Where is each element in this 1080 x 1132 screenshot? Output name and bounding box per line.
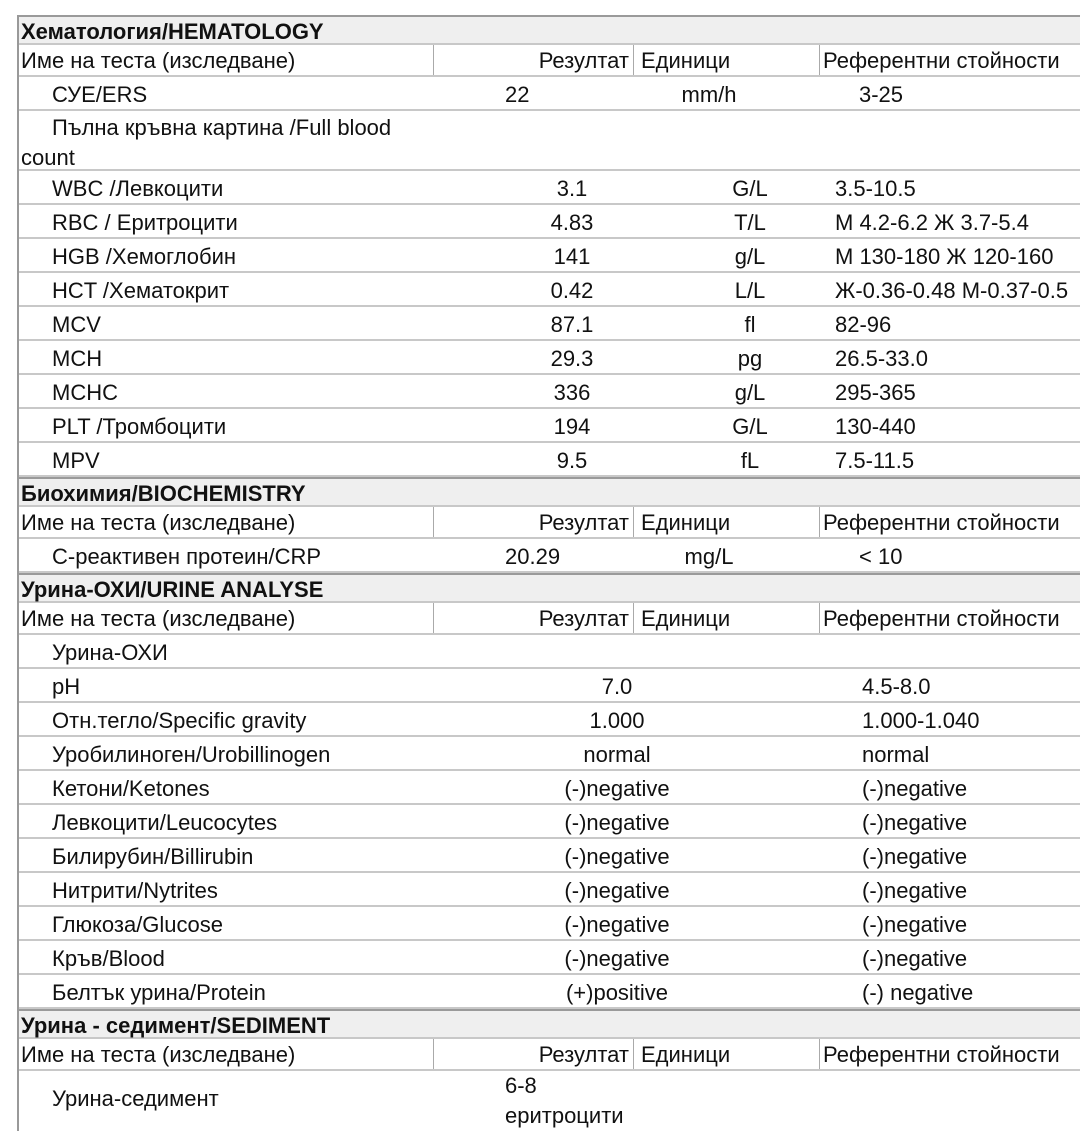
test-result: 3.1	[556, 176, 588, 201]
section-title: Урина - седимент/SEDIMENT	[21, 1013, 331, 1038]
column-header-reference: Референтни стойности	[823, 510, 1060, 535]
lab-results-table	[17, 15, 1080, 1131]
table-row	[19, 975, 1080, 1009]
column-divider	[633, 603, 634, 633]
column-header-row	[19, 603, 1080, 635]
test-result: 20.29	[505, 544, 561, 569]
column-header-name: Име на теста (изследване)	[21, 48, 296, 73]
test-result: 6-8 еритроцити	[505, 1073, 624, 1128]
table-row	[19, 341, 1080, 375]
section-header	[19, 15, 1080, 45]
test-name: MCHC	[52, 380, 118, 405]
test-units: fl	[744, 312, 756, 337]
test-units: mm/h	[681, 82, 737, 107]
test-name: HCT /Хематокрит	[52, 278, 230, 303]
table-row	[19, 375, 1080, 409]
test-result: normal	[583, 742, 651, 767]
column-header-result: Резултат	[538, 1042, 629, 1067]
test-reference: (-)negative	[862, 844, 968, 869]
test-name: WBC /Левкоцити	[52, 176, 224, 201]
test-reference: (-) negative	[862, 980, 974, 1005]
column-header-row	[19, 507, 1080, 539]
column-divider	[819, 1039, 820, 1069]
test-reference: (-)negative	[862, 878, 968, 903]
test-reference: 295-365	[835, 380, 916, 405]
column-divider	[633, 45, 634, 75]
test-name: PLT /Тромбоцити	[52, 414, 227, 439]
test-reference: normal	[862, 742, 930, 767]
section-header	[19, 573, 1080, 603]
test-units: g/L	[734, 244, 766, 269]
test-result: (-)negative	[564, 912, 670, 937]
test-reference: 130-440	[835, 414, 916, 439]
section-title: Биохимия/BIOCHEMISTRY	[21, 481, 306, 506]
table-row	[19, 669, 1080, 703]
test-name: MCH	[52, 346, 103, 371]
test-reference: М 130-180 Ж 120-160	[835, 244, 1054, 269]
table-row	[19, 873, 1080, 907]
test-name: Урина-ОХИ	[52, 640, 168, 665]
table-row	[19, 1071, 1080, 1131]
section-header	[19, 1009, 1080, 1039]
test-name: Кръв/Blood	[52, 946, 165, 971]
table-row	[19, 77, 1080, 111]
test-name: Билирубин/Billirubin	[52, 844, 254, 869]
test-units: fL	[740, 448, 760, 473]
column-header-units: Единици	[641, 510, 731, 535]
test-reference: 82-96	[835, 312, 892, 337]
test-name: Пълна кръвна картина /Full blood count	[21, 115, 392, 170]
test-name: Уробилиноген/Urobillinogen	[52, 742, 331, 767]
test-units: G/L	[732, 414, 768, 439]
test-units: mg/L	[684, 544, 734, 569]
table-row	[19, 409, 1080, 443]
section-header	[19, 477, 1080, 507]
column-divider	[819, 603, 820, 633]
table-row	[19, 111, 1080, 171]
column-header-name: Име на теста (изследване)	[21, 510, 296, 535]
column-header-row	[19, 45, 1080, 77]
test-result: (-)negative	[564, 946, 670, 971]
test-result: (-)negative	[564, 878, 670, 903]
column-header-name: Име на теста (изследване)	[21, 1042, 296, 1067]
table-row	[19, 737, 1080, 771]
table-row	[19, 941, 1080, 975]
test-result: 1.000	[589, 708, 645, 733]
test-name: Глюкоза/Glucose	[52, 912, 224, 937]
column-divider	[433, 45, 434, 75]
test-result: 4.83	[550, 210, 594, 235]
table-row	[19, 839, 1080, 873]
test-name: Кетони/Ketones	[52, 776, 210, 801]
table-row	[19, 703, 1080, 737]
test-result: 22	[505, 82, 530, 107]
test-name: HGB /Хемоглобин	[52, 244, 237, 269]
test-reference: Ж-0.36-0.48 М-0.37-0.5	[835, 278, 1069, 303]
test-name: MPV	[52, 448, 100, 473]
test-result: 29.3	[550, 346, 594, 371]
test-units: g/L	[734, 380, 766, 405]
table-row	[19, 205, 1080, 239]
table-row	[19, 307, 1080, 341]
test-units: G/L	[732, 176, 768, 201]
column-header-result: Резултат	[538, 48, 629, 73]
test-name: pH	[52, 674, 81, 699]
test-name: Нитрити/Nytrites	[52, 878, 218, 903]
table-row	[19, 273, 1080, 307]
test-name: Отн.тегло/Specific gravity	[52, 708, 307, 733]
test-result: 0.42	[550, 278, 594, 303]
test-name: СУЕ/ERS	[52, 82, 148, 107]
test-units: L/L	[734, 278, 766, 303]
table-row	[19, 171, 1080, 205]
test-result: 9.5	[556, 448, 588, 473]
test-reference: < 10	[859, 544, 903, 569]
test-reference: (-)negative	[862, 912, 968, 937]
test-reference: 1.000-1.040	[862, 708, 980, 733]
column-divider	[433, 1039, 434, 1069]
table-row	[19, 771, 1080, 805]
table-row	[19, 539, 1080, 573]
column-header-reference: Референтни стойности	[823, 48, 1060, 73]
test-name: RBC / Еритроцити	[52, 210, 238, 235]
test-name: Урина-седимент	[52, 1086, 219, 1111]
table-row	[19, 635, 1080, 669]
test-result: 141	[553, 244, 591, 269]
test-reference: (-)negative	[862, 810, 968, 835]
column-divider	[819, 45, 820, 75]
column-header-units: Единици	[641, 48, 731, 73]
test-result: (-)negative	[564, 776, 670, 801]
column-divider	[433, 603, 434, 633]
column-header-result: Резултат	[538, 510, 629, 535]
column-divider	[819, 507, 820, 537]
test-reference: (-)negative	[862, 776, 968, 801]
table-row	[19, 443, 1080, 477]
column-header-units: Единици	[641, 606, 731, 631]
test-result: 336	[553, 380, 591, 405]
column-header-reference: Референтни стойности	[823, 1042, 1060, 1067]
table-row	[19, 805, 1080, 839]
column-divider	[433, 507, 434, 537]
test-result: 194	[553, 414, 591, 439]
column-header-result: Резултат	[538, 606, 629, 631]
test-name: С-реактивен протеин/CRP	[52, 544, 322, 569]
column-header-reference: Референтни стойности	[823, 606, 1060, 631]
column-header-row	[19, 1039, 1080, 1071]
test-reference: 7.5-11.5	[835, 448, 915, 473]
test-reference: 26.5-33.0	[835, 346, 928, 371]
column-header-units: Единици	[641, 1042, 731, 1067]
test-units: T/L	[734, 210, 766, 235]
column-divider	[633, 507, 634, 537]
column-header-name: Име на теста (изследване)	[21, 606, 296, 631]
test-reference: 3-25	[859, 82, 904, 107]
test-reference: 3.5-10.5	[835, 176, 916, 201]
test-name: Белтък урина/Protein	[52, 980, 266, 1005]
column-divider	[633, 1039, 634, 1069]
test-reference: (-)negative	[862, 946, 968, 971]
table-row	[19, 907, 1080, 941]
test-reference: 4.5-8.0	[862, 674, 931, 699]
test-units: pg	[737, 346, 763, 371]
test-result: (-)negative	[564, 844, 670, 869]
section-title: Хематология/HEMATOLOGY	[21, 19, 324, 44]
test-result: 87.1	[550, 312, 594, 337]
test-result: 7.0	[601, 674, 633, 699]
test-reference: М 4.2-6.2 Ж 3.7-5.4	[835, 210, 1029, 235]
section-title: Урина-ОХИ/URINE ANALYSE	[21, 577, 324, 602]
test-result: (+)positive	[565, 980, 669, 1005]
test-name: MCV	[52, 312, 101, 337]
test-result: (-)negative	[564, 810, 670, 835]
test-name: Левкоцити/Leucocytes	[52, 810, 278, 835]
table-row	[19, 239, 1080, 273]
